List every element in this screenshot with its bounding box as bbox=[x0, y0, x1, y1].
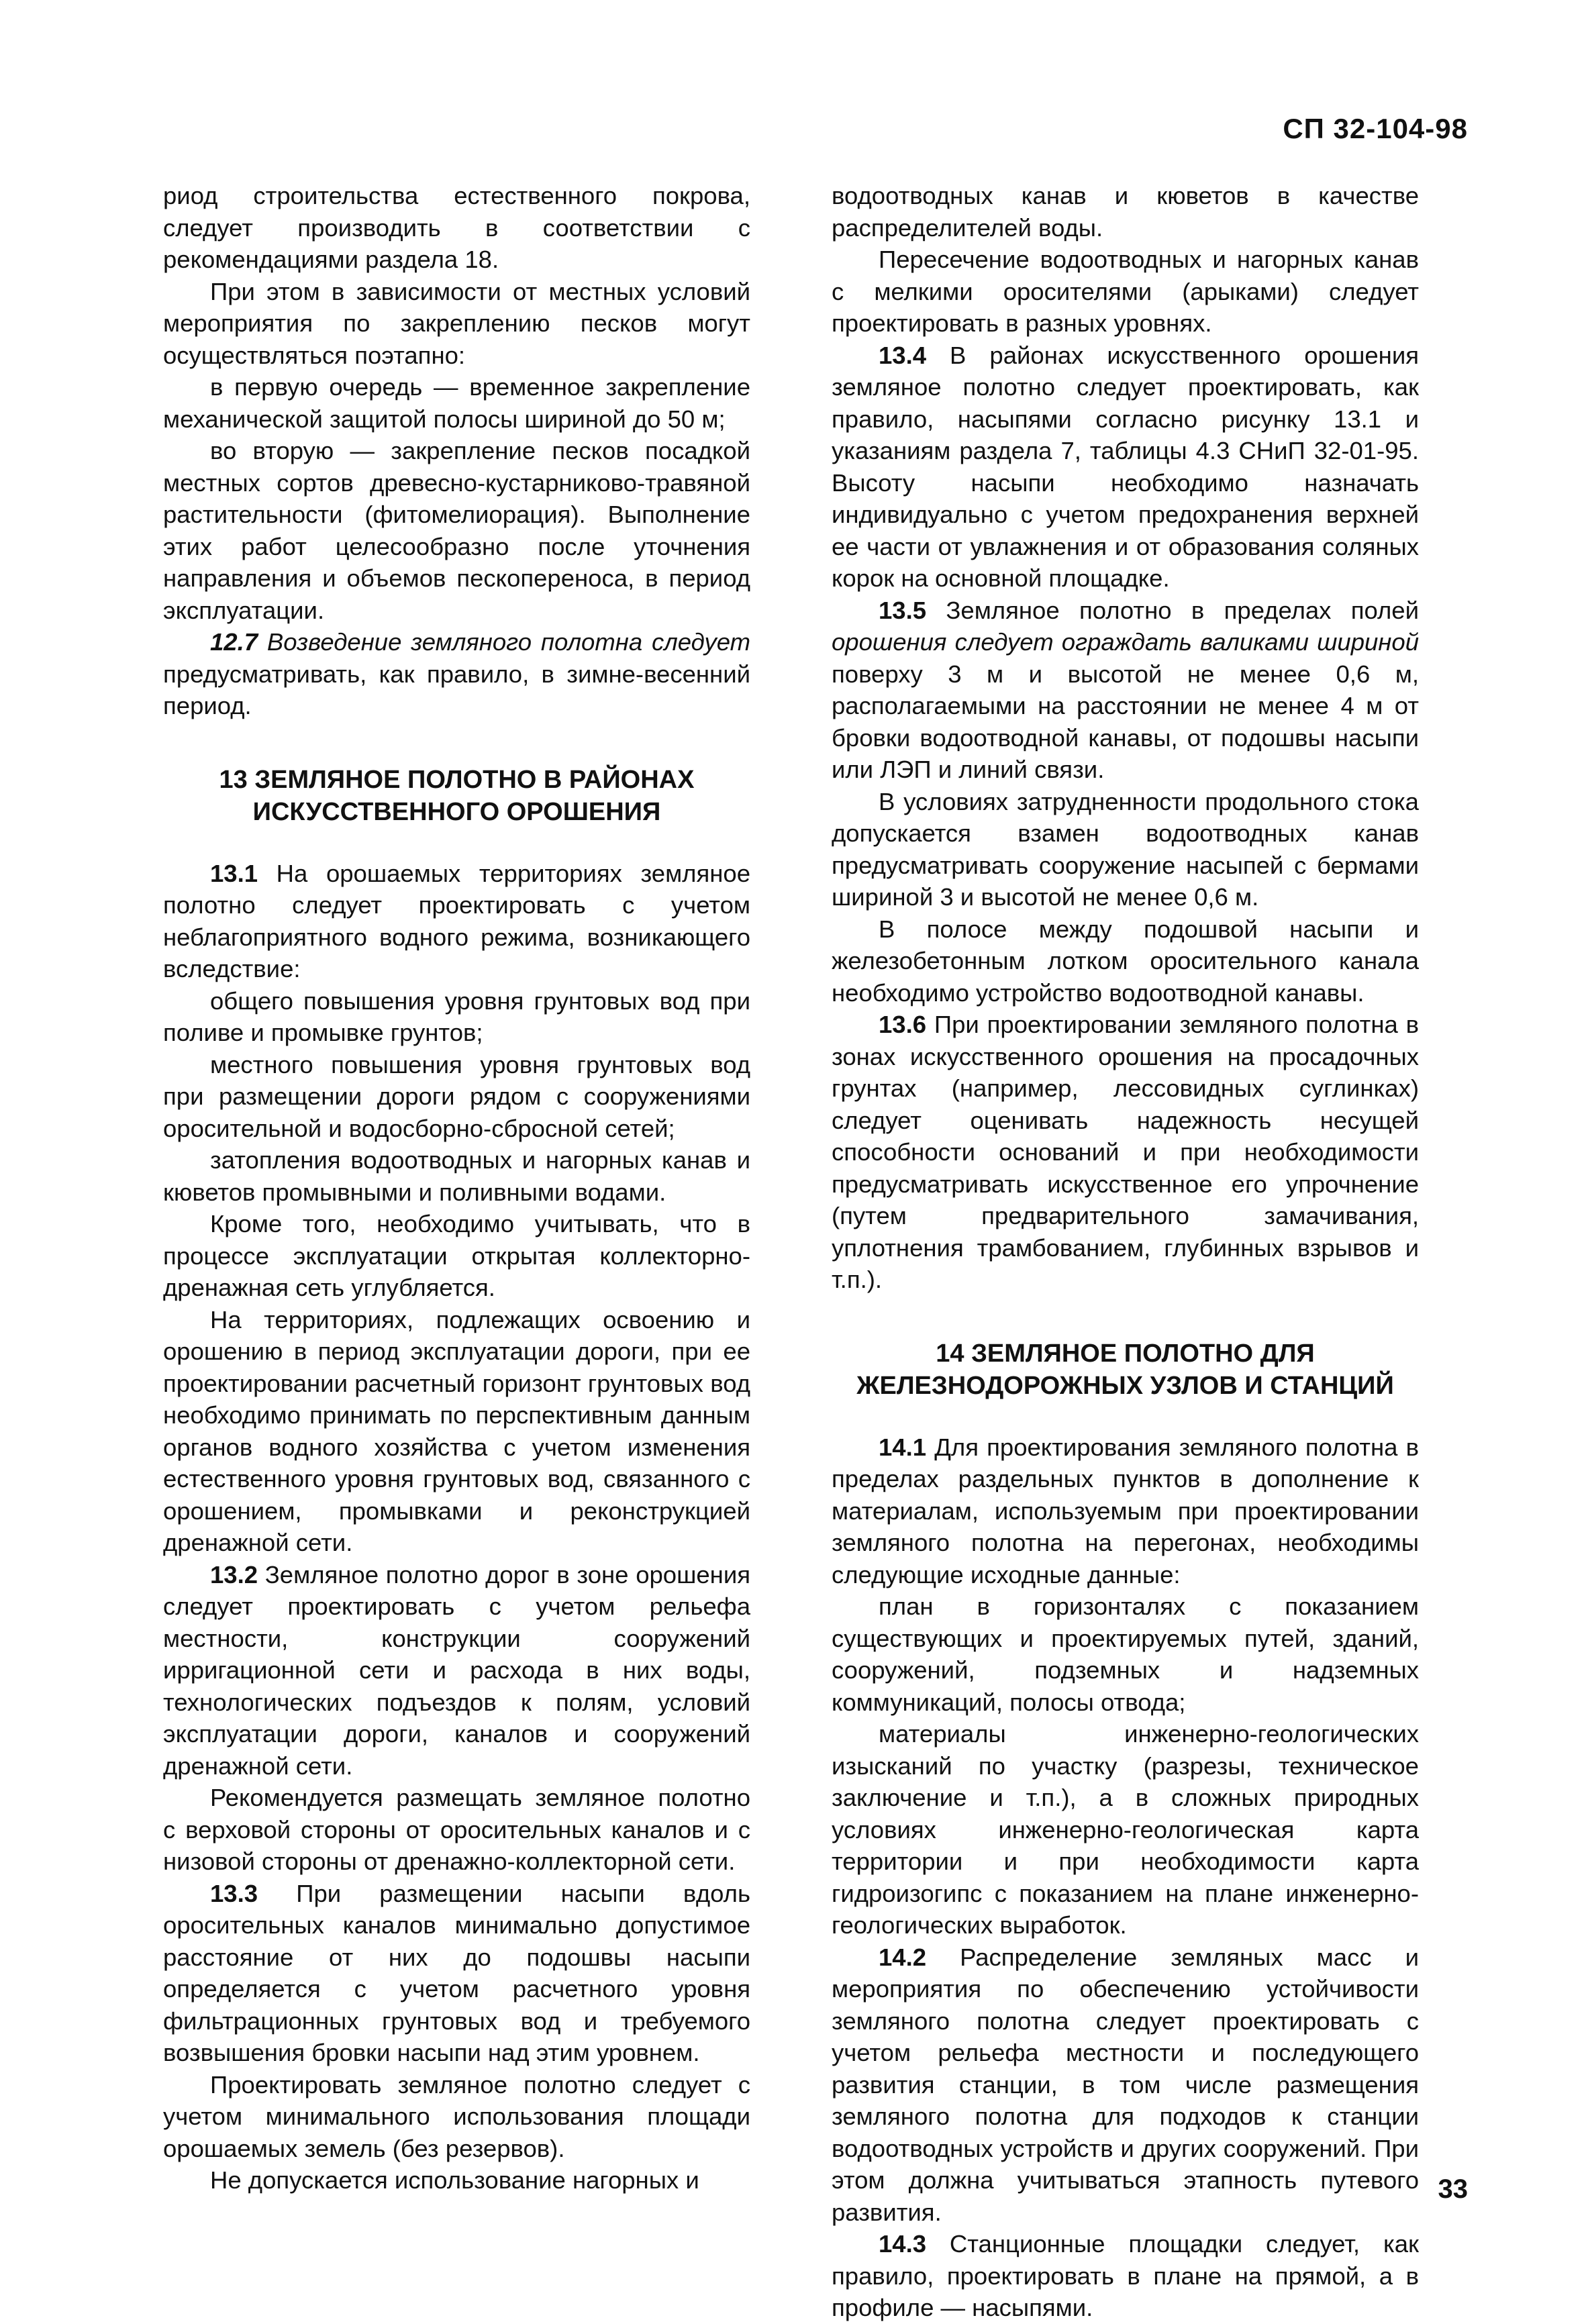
clause-12-7 bbox=[163, 626, 750, 722]
heading-line: ЖЕЛЕЗНОДОРОЖНЫХ УЗЛОВ И СТАНЦИЙ bbox=[856, 1371, 1394, 1400]
clause-italic-text: орошения следует ограждать валиками шириной bbox=[832, 628, 1419, 656]
clause-number: 14.1 bbox=[879, 1433, 927, 1461]
document-code: СП 32-104-98 bbox=[1283, 113, 1468, 144]
clause-number: 14.2 bbox=[879, 1943, 927, 1971]
clause-text: Земляное полотно в пределах полей bbox=[926, 596, 1419, 624]
clause-number: 13.5 bbox=[879, 596, 927, 624]
clause-text: Для проектирования земляного полотна в пределах раздельных пунктов в дополнение к материалам, используемым при проектировании земляного полотна на перегонах, необходимы следующие исходные данные: bbox=[832, 1433, 1419, 1588]
section-13-heading bbox=[163, 764, 750, 828]
paragraph: Рекомендуется размещать земляное полотно с верховой стороны от оросительных каналов и с низовой стороны от дренажно-коллекторной сети. bbox=[163, 1784, 750, 1875]
clause-text: поверху 3 м и высотой не менее 0,6 м, располагаемыми на расстоянии не менее 4 м от бровки водоотводной канавы, от подошвы насыпи или ЛЭП и линий связи. bbox=[832, 660, 1419, 783]
paragraph: В полосе между подошвой насыпи и железобетонным лотком оросительного канала необходимо устройство водоотводной канавы. bbox=[832, 915, 1419, 1007]
paragraph: местного повышения уровня грунтовых вод при размещении дороги рядом с сооружениями оросительной и водосборно-сбросной сетей; bbox=[163, 1050, 750, 1142]
paragraph: Пересечение водоотводных и нагорных канав с мелкими оросителями (арыками) следует проектировать в разных уровнях. bbox=[832, 246, 1419, 337]
clause-text: предусматривать, как правило, в зимне-весенний период. bbox=[163, 660, 750, 719]
paragraph: В условиях затрудненности продольного стока допускается взамен водоотводных канав предусматривать сооружение насыпей с бермами шириной 3 и высотой не менее 0,6 м. bbox=[832, 787, 1419, 911]
clause-number: 13.4 bbox=[879, 341, 927, 369]
clause-text: Земляное полотно дорог в зоне орошения следует проектировать с учетом рельефа местности, конструкции сооружений ирригационной сети и расхода в них воды, технологических подъездов к полям, условий эксплуатации дороги, каналов и сооружений дренажной сети. bbox=[163, 1560, 750, 1780]
clause-13-6 bbox=[832, 1009, 1419, 1296]
clause-text: На орошаемых территориях земляное полотно следует проектировать с учетом неблагоприятного водного режима, возникающего вследствие: bbox=[163, 859, 750, 982]
clause-number: 13.1 bbox=[210, 859, 258, 887]
clause-number: 12.7 bbox=[210, 628, 258, 656]
clause-13-5 bbox=[832, 595, 1419, 786]
heading-line: ИСКУССТВЕННОГО ОРОШЕНИЯ bbox=[252, 797, 661, 826]
clause-13-3 bbox=[163, 1878, 750, 2069]
paragraph: На территориях, подлежащих освоению и орошению в период эксплуатации дороги, при ее проектировании расчетный горизонт грунтовых вод необходимо принимать по перспективным данным органов водного хозяйства с учетом изменения естественного уровня грунтовых вод, связанного с орошением, промывками и реконструкцией дренажной сети. bbox=[163, 1305, 750, 1556]
clause-13-1 bbox=[163, 858, 750, 985]
paragraph: Кроме того, необходимо учитывать, что в процессе эксплуатации открытая коллекторно-дренажная сеть углубляется. bbox=[163, 1210, 750, 1301]
paragraph: общего повышения уровня грунтовых вод при поливе и промывке грунтов; bbox=[163, 987, 750, 1046]
paragraph: При этом в зависимости от местных условий мероприятия по закреплению песков могут осуществляться поэтапно: bbox=[163, 277, 750, 369]
paragraph: Проектировать земляное полотно следует с учетом минимального использования площади орошаемых земель (без резервов). bbox=[163, 2070, 750, 2162]
paragraph: во вторую — закрепление песков посадкой местных сортов древесно-кустарниково-травяной растительности (фитомелиорация). Выполнение этих работ целесообразно после уточнения направления и объемов пескопереноса, в период эксплуатации. bbox=[163, 437, 750, 624]
clause-number: 13.2 bbox=[210, 1560, 258, 1588]
page-number: 33 bbox=[1438, 2174, 1468, 2204]
paragraph: затопления водоотводных и нагорных канав и кюветов промывными и поливными водами. bbox=[163, 1146, 750, 1206]
paragraph: в первую очередь — временное закрепление механической защитой полосы шириной до 50 м; bbox=[163, 373, 750, 433]
paragraph: план в горизонталях с показанием существующих и проектируемых путей, зданий, сооружений, подземных и надземных коммуникаций, полосы отвода; bbox=[832, 1593, 1419, 1716]
clause-text: При размещении насыпи вдоль оросительных каналов минимально допустимое расстояние от них до подошвы насыпи определяется с учетом расчетного уровня фильтрационных грунтовых вод и требуемого возвышения бровки насыпи над этим уровнем. bbox=[163, 1879, 750, 2066]
clause-text: Станционные площадки следует, как правило, проектировать в плане на прямой, а в профиле — насыпями. bbox=[832, 2230, 1419, 2321]
clause-13-4 bbox=[832, 340, 1419, 595]
heading-line: 14 ЗЕМЛЯНОЕ ПОЛОТНО ДЛЯ bbox=[936, 1339, 1315, 1368]
clause-14-1 bbox=[832, 1431, 1419, 1591]
clause-14-3 bbox=[832, 2228, 1419, 2324]
section-14-heading bbox=[832, 1337, 1419, 1402]
clause-number: 13.3 bbox=[210, 1879, 258, 1907]
paragraph: водоотводных канав и кюветов в качестве распределителей воды. bbox=[832, 182, 1419, 242]
clause-14-2 bbox=[832, 1941, 1419, 2229]
clause-number: 14.3 bbox=[879, 2230, 927, 2258]
heading-line: 13 ЗЕМЛЯНОЕ ПОЛОТНО В РАЙОНАХ bbox=[219, 765, 695, 794]
clause-text: При проектировании земляного полотна в зонах искусственного орошения на просадочных грунтах (например, лессовидных суглинках) следует оценивать надежность несущей способности оснований и при необходимости предусматривать искусственное его упрочнение (путем предварительного замачивания, уплотнения трамбованием, глубинных взрывов и т.п.). bbox=[832, 1011, 1419, 1293]
clause-13-2 bbox=[163, 1559, 750, 1782]
paragraph: Не допускается использование нагорных и bbox=[210, 2166, 699, 2194]
left-column bbox=[163, 180, 750, 2196]
clause-text: Распределение земляных масс и мероприятия по обеспечению устойчивости земляного полотна следует проектировать с учетом рельефа местности и последующего развития станции, в том числе размещения земляного полотна для подходов к станции водоотводных устройств и других сооружений. При этом должна учитываться этапность путевого развития. bbox=[832, 1943, 1419, 2226]
paragraph: материалы инженерно-геологических изысканий по участку (разрезы, техническое заключение и т.п.), а в сложных природных условиях инженерно-геологическая карта территории и при необходимости карта гидроизогипс с показанием на плане инженерно-геологических выработок. bbox=[832, 1720, 1419, 1939]
clause-number: 13.6 bbox=[879, 1011, 927, 1038]
paragraph: риод строительства естественного покрова, следует производить в соответствии с рекомендациями раздела 18. bbox=[163, 182, 750, 273]
clause-text: В районах искусственного орошения земляное полотно следует проектировать, как правило, насыпями согласно рисунку 13.1 и указаниям раздела 7, таблицы 4.3 СНиП 32-01-95. Высоту насыпи необходимо назначать индивидуально с учетом предохранения верхней ее части от увлажнения и от образования соляных корок на основной площадке. bbox=[832, 341, 1419, 592]
clause-italic-text: Возведение земляного полотна следует bbox=[266, 628, 750, 656]
right-column bbox=[832, 180, 1419, 2324]
